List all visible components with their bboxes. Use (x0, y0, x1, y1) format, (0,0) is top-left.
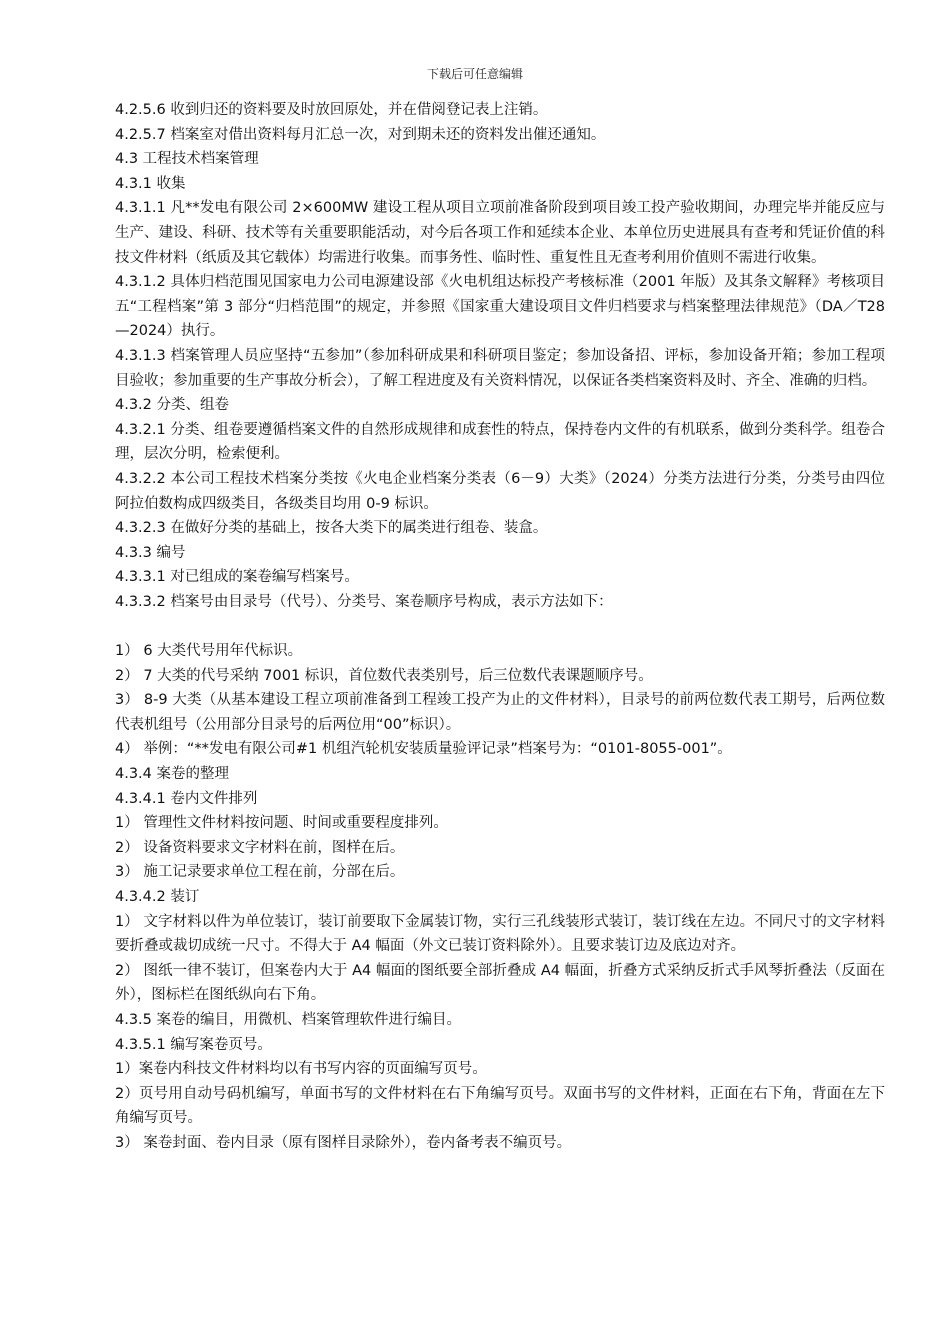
section-heading: 4.3.4.1 卷内文件排列 (115, 790, 258, 807)
paragraph: 4.3.2.1 分类、组卷要遵循档案文件的自然形成规律和成套性的特点，保持卷内文件的有机联系，做到分类科学。组卷合理，层次分明，检索便利。 (115, 421, 885, 463)
paragraph: 4.2.5.6 收到归还的资料要及时放回原处，并在借阅登记表上注销。 (115, 102, 548, 118)
section-heading: 4.3 工程技术档案管理 (115, 151, 259, 168)
section-heading: 4.3.3 编号 (115, 544, 186, 561)
list-item: 3） 8-9 大类（从基本建设工程立项前准备到工程竣工投产为止的文件材料），目录号的前两位数代表工期号，后两位数代表机组号（公用部分目录号的后两位用“00”标识）。 (115, 692, 885, 733)
section-heading: 4.3.1 收集 (115, 175, 186, 192)
list-item: 3） 案卷封面、卷内目录（原有图样目录除外），卷内备考表不编页号。 (115, 1134, 572, 1151)
list-item: 4） 举例：“**发电有限公司#1 机组汽轮机安装质量验评记录”档案号为：“0101-8055-001”。 (115, 741, 732, 758)
paragraph: 4.3.3.1 对已组成的案卷编写档案号。 (115, 569, 359, 586)
section-heading: 4.3.4.2 装订 (115, 889, 200, 905)
paragraph: 4.3.2.2 本公司工程技术档案分类按《火电企业档案分类表（6－9）大类》（2024）分类方法进行分类，分类号由四位阿拉伯数构成四级类目，各级类目均用 0-9 标识。 (115, 470, 885, 512)
section-heading: 4.3.2 分类、组卷 (115, 397, 230, 414)
list-item: 3） 施工记录要求单位工程在前，分部在后。 (115, 864, 405, 881)
blank-line (115, 614, 885, 639)
document-body (115, 98, 885, 1156)
paragraph: 4.3.2.3 在做好分类的基础上，按各大类下的属类进行组卷、装盒。 (115, 520, 548, 537)
list-item: 2） 图纸一律不装订，但案卷内大于 A4 幅面的图纸要全部折叠成 A4 幅面，折叠方式采纳反折式手风琴折叠法（反面在外），图标栏在图纸纵向右下角。 (115, 962, 885, 1004)
list-item: 1） 文字材料以件为单位装订，装订前要取下金属装订物，实行三孔线装形式装订，装订线在左边。不同尺寸的文字材料要折叠或裁切成统一尺寸。不得大于 A4 幅面（外文已装订资料除外）。且要求装订边及底边对齐。 (115, 913, 885, 955)
section-heading: 4.3.5.1 编写案卷页号。 (115, 1036, 272, 1053)
paragraph: 4.3.1.2 具体归档范围见国家电力公司电源建设部《火电机组达标投产考核标准（2001 年版）及其条文解释》考核项目五“工程档案”第 3 部分“归档范围”的规定，并参照《国家重大建设项目文件归档要求与档案整理法律规范》（DA／T28—2024）执行。 (115, 274, 885, 340)
section-heading: 4.3.5 案卷的编目，用微机、档案管理软件进行编目。 (115, 1011, 462, 1028)
list-item: 2） 7 大类的代号采纳 7001 标识，首位数代表类别号，后三位数代表课题顺序号。 (115, 667, 653, 684)
list-item: 1）案卷内科技文件材料均以有书写内容的页面编写页号。 (115, 1061, 487, 1078)
paragraph: 4.3.1.1 凡**发电有限公司 2×600MW 建设工程从项目立项前准备阶段到项目竣工投产验收期间，办理完毕并能反应与生产、建设、科研、技术等有关重要职能活动，对今后各项工作和延续本企业、本单位历史进展具有查考和凭证价值的科技文件材料（纸质及其它载体）均需进行收集。而事务性、临时性、重复性且无查考利用价值则不需进行收集。 (115, 200, 885, 266)
list-item: 2）页号用自动号码机编写，单面书写的文件材料在右下角编写页号。双面书写的文件材料，正面在右下角，背面在左下角编写页号。 (115, 1085, 885, 1127)
page-header: 下载后可任意编辑 (426, 67, 523, 81)
paragraph: 4.3.1.3 档案管理人员应坚持“五参加”（参加科研成果和科研项目鉴定；参加设备招、评标，参加设备开箱；参加工程项目验收；参加重要的生产事故分析会），了解工程进度及有关资料情况，以保证各类档案资料及时、齐全、准确的归档。 (115, 347, 885, 389)
paragraph: 4.3.3.2 档案号由目录号（代号）、分类号、案卷顺序号构成，表示方法如下： (115, 593, 613, 610)
list-item: 1） 6 大类代号用年代标识。 (115, 643, 303, 660)
paragraph: 4.2.5.7 档案室对借出资料每月汇总一次，对到期未还的资料发出催还通知。 (115, 126, 606, 143)
list-item: 1） 管理性文件材料按问题、时间或重要程度排列。 (115, 815, 448, 832)
list-item: 2） 设备资料要求文字材料在前，图样在后。 (115, 839, 405, 856)
section-heading: 4.3.4 案卷的整理 (115, 766, 230, 783)
